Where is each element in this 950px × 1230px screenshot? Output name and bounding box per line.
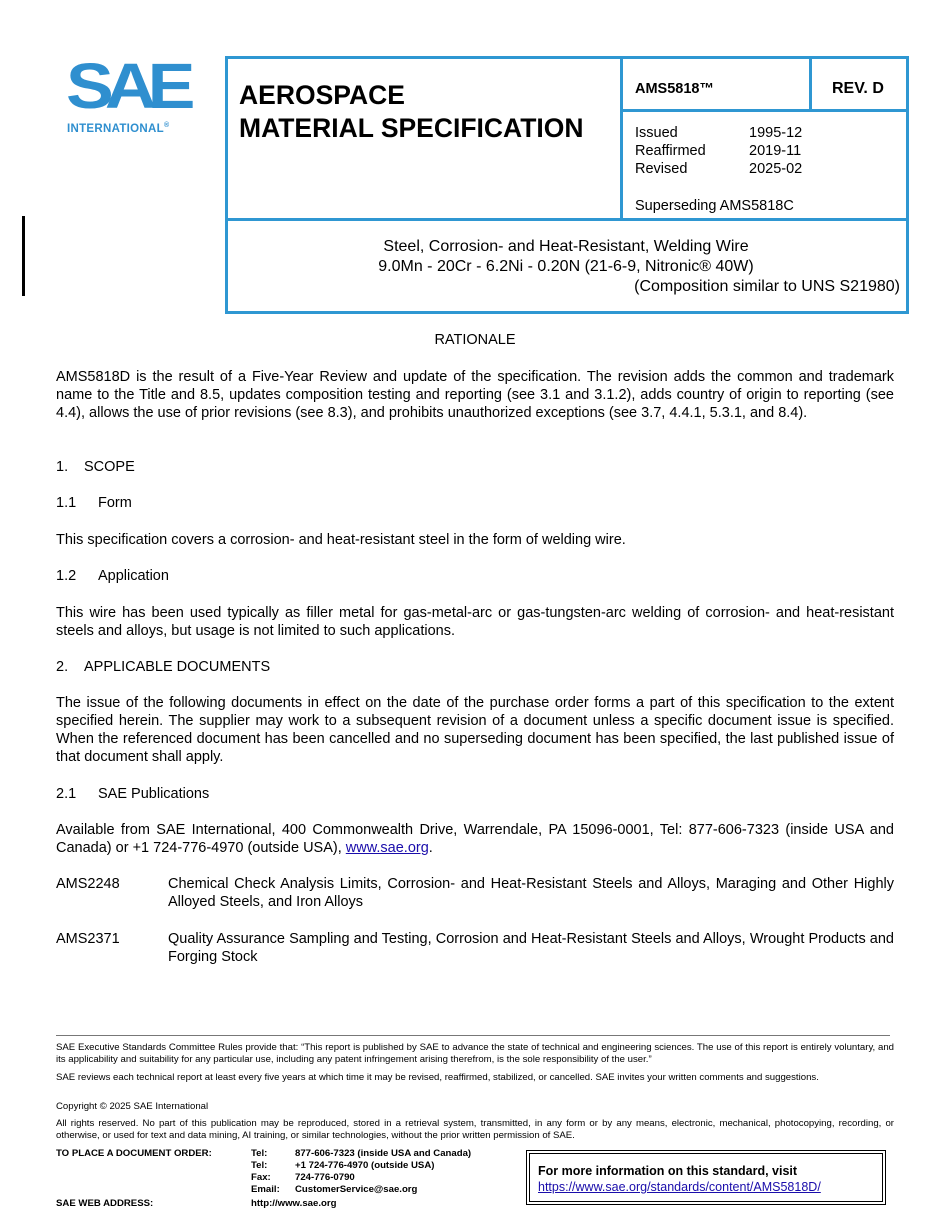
reference-item <box>56 930 894 966</box>
section-number: 1.1 <box>56 495 77 511</box>
section-title: Application <box>98 568 169 584</box>
section-heading-scope <box>56 458 135 476</box>
subject-line-3: (Composition similar to UNS S21980) <box>634 278 900 295</box>
contact-row <box>251 1148 471 1160</box>
more-info-box <box>526 1150 886 1205</box>
header-divider-vertical <box>620 59 623 219</box>
registered-mark: ® <box>163 122 170 129</box>
date-label: Revised <box>635 161 688 177</box>
sae-logo <box>66 50 190 135</box>
section-title: SCOPE <box>84 459 135 475</box>
logo-subtitle-text: INTERNATIONAL <box>67 122 164 135</box>
order-contacts <box>251 1148 471 1196</box>
date-label: Issued <box>635 125 678 141</box>
date-row-issued <box>635 124 802 142</box>
superseding-note: Superseding AMS5818C <box>635 198 794 214</box>
logo-subtitle <box>67 119 169 136</box>
title-line-1: AEROSPACE <box>239 80 405 110</box>
rights-text: All rights reserved. No part of this publication may be reproduced, stored in a retrieval system, transmitted, in any form or by any means, electronic, mechanical, photocopying, recording, or otherwise, or used for text and data mining, AI training, or similar technologies, without the prior written permission of SAE. <box>56 1118 894 1141</box>
contact-row <box>251 1184 471 1196</box>
section-number: 1. <box>56 459 69 475</box>
contact-value: 877-606-7323 (inside USA and Canada) <box>295 1148 472 1159</box>
document-type-title <box>239 79 584 145</box>
contact-value: CustomerService@sae.org <box>295 1184 418 1195</box>
contact-label: Email: <box>251 1184 280 1195</box>
more-info-title: For more information on this standard, visit <box>538 1164 798 1178</box>
section-heading-sae-publications <box>56 785 209 803</box>
section-number: 2. <box>56 659 69 675</box>
reference-description: Quality Assurance Sampling and Testing, Corrosion and Heat-Resistant Steels and Alloys, Wrought Products and Forging Stock <box>168 931 894 965</box>
section-number: 2.1 <box>56 786 77 802</box>
contact-value: 724-776-0790 <box>295 1172 355 1183</box>
revision-label: REV. D <box>832 80 884 97</box>
committee-rules-text: SAE Executive Standards Committee Rules provide that: “This report is published by SAE to advance the state of technical and engineering sciences. The use of this report is entirely voluntary, and its applicability and suitability for any particular use, including any patent infringement arising therefrom, is the sole responsibility of the user.” <box>56 1042 894 1065</box>
contact-row <box>251 1160 471 1172</box>
rationale-heading: RATIONALE <box>434 332 516 348</box>
contact-row <box>251 1172 471 1184</box>
application-text: This wire has been used typically as filler metal for gas-metal-arc or gas-tungsten-arc welding of corrosion- and heat-resistant steels and alloys, but usage is not limited to such applications. <box>56 605 894 639</box>
section-heading-applicable-documents <box>56 658 270 676</box>
header-divider-docnum <box>620 109 906 112</box>
subject-line-1: Steel, Corrosion- and Heat-Resistant, Welding Wire <box>383 238 749 255</box>
review-policy-text: SAE reviews each technical report at least every five years at which time it may be revised, reaffirmed, stabilized, or cancelled. SAE invites your written comments and suggestions. <box>56 1072 819 1083</box>
order-label: TO PLACE A DOCUMENT ORDER: <box>56 1148 212 1159</box>
date-value: 2019-11 <box>749 143 802 159</box>
document-header-box <box>225 56 909 314</box>
header-divider-horizontal <box>228 218 906 221</box>
reference-code: AMS2371 <box>56 931 120 947</box>
period: . <box>428 840 433 856</box>
standard-url-link[interactable]: https://www.sae.org/standards/content/AMS5818D/ <box>538 1180 821 1194</box>
applicable-documents-text: The issue of the following documents in effect on the date of the purchase order forms a part of this specification to the extent specified herein. The supplier may work to a subsequent revision of a document unless a specific document issue is specified. When the referenced document has been cancelled and no superseding document has been specified, the last published issue of that document shall apply. <box>56 695 894 765</box>
form-text: This specification covers a corrosion- and heat-resistant steel in the form of welding wire. <box>56 532 626 548</box>
document-dates <box>635 124 802 178</box>
section-title: SAE Publications <box>98 786 210 802</box>
title-line-2: MATERIAL SPECIFICATION <box>239 113 584 143</box>
logo-brand: SAE <box>66 50 187 122</box>
date-row-reaffirmed <box>635 142 802 160</box>
date-label: Reaffirmed <box>635 143 706 159</box>
contact-label: Tel: <box>251 1148 268 1159</box>
sae-website-link[interactable]: www.sae.org <box>345 840 429 856</box>
publications-address: Available from SAE International, 400 Commonwealth Drive, Warrendale, PA 15096-0001, Tel: 877-606-7323 (inside USA and Canada) or +1 724-776-4970 (outside USA), <box>56 822 894 856</box>
contact-label: Fax: <box>251 1172 271 1183</box>
date-row-revised <box>635 160 802 178</box>
sae-publications-text <box>56 821 894 857</box>
section-heading-form <box>56 494 132 512</box>
reference-code: AMS2248 <box>56 876 120 892</box>
document-number: AMS5818™ <box>635 81 714 97</box>
section-number: 1.2 <box>56 568 77 584</box>
footer-divider <box>56 1035 890 1036</box>
contact-value: +1 724-776-4970 (outside USA) <box>295 1160 435 1171</box>
header-divider-rev <box>809 59 812 109</box>
document-subject <box>228 237 904 297</box>
date-value: 1995-12 <box>749 125 803 141</box>
section-heading-application <box>56 567 169 585</box>
revision-change-bar <box>22 216 25 296</box>
date-value: 2025-02 <box>749 161 803 177</box>
web-address-label: SAE WEB ADDRESS: <box>56 1198 154 1209</box>
reference-description: Chemical Check Analysis Limits, Corrosion- and Heat-Resistant Steels and Alloys, Maraging and Other Highly Alloyed Steels, and Iron Alloys <box>168 876 894 910</box>
rationale-text: AMS5818D is the result of a Five-Year Review and update of the specification. The revision adds the common and trademark name to the Title and 8.5, updates composition testing and reporting (see 3.1 and 3.1.2), adds country of origin to reporting (see 4.4), allows the use of prior revisions (see 8.3), and prohibits unauthorized exceptions (see 3.7, 4.4.1, 5.3.1, and 8.4). <box>56 369 894 421</box>
contact-label: Tel: <box>251 1160 268 1171</box>
subject-line-2: 9.0Mn - 20Cr - 6.2Ni - 0.20N (21-6-9, Nitronic® 40W) <box>378 258 754 275</box>
copyright-text: Copyright © 2025 SAE International <box>56 1101 209 1112</box>
reference-item <box>56 875 894 911</box>
section-title: APPLICABLE DOCUMENTS <box>84 659 271 675</box>
section-title: Form <box>98 495 132 511</box>
web-address-value[interactable]: http://www.sae.org <box>251 1198 337 1209</box>
